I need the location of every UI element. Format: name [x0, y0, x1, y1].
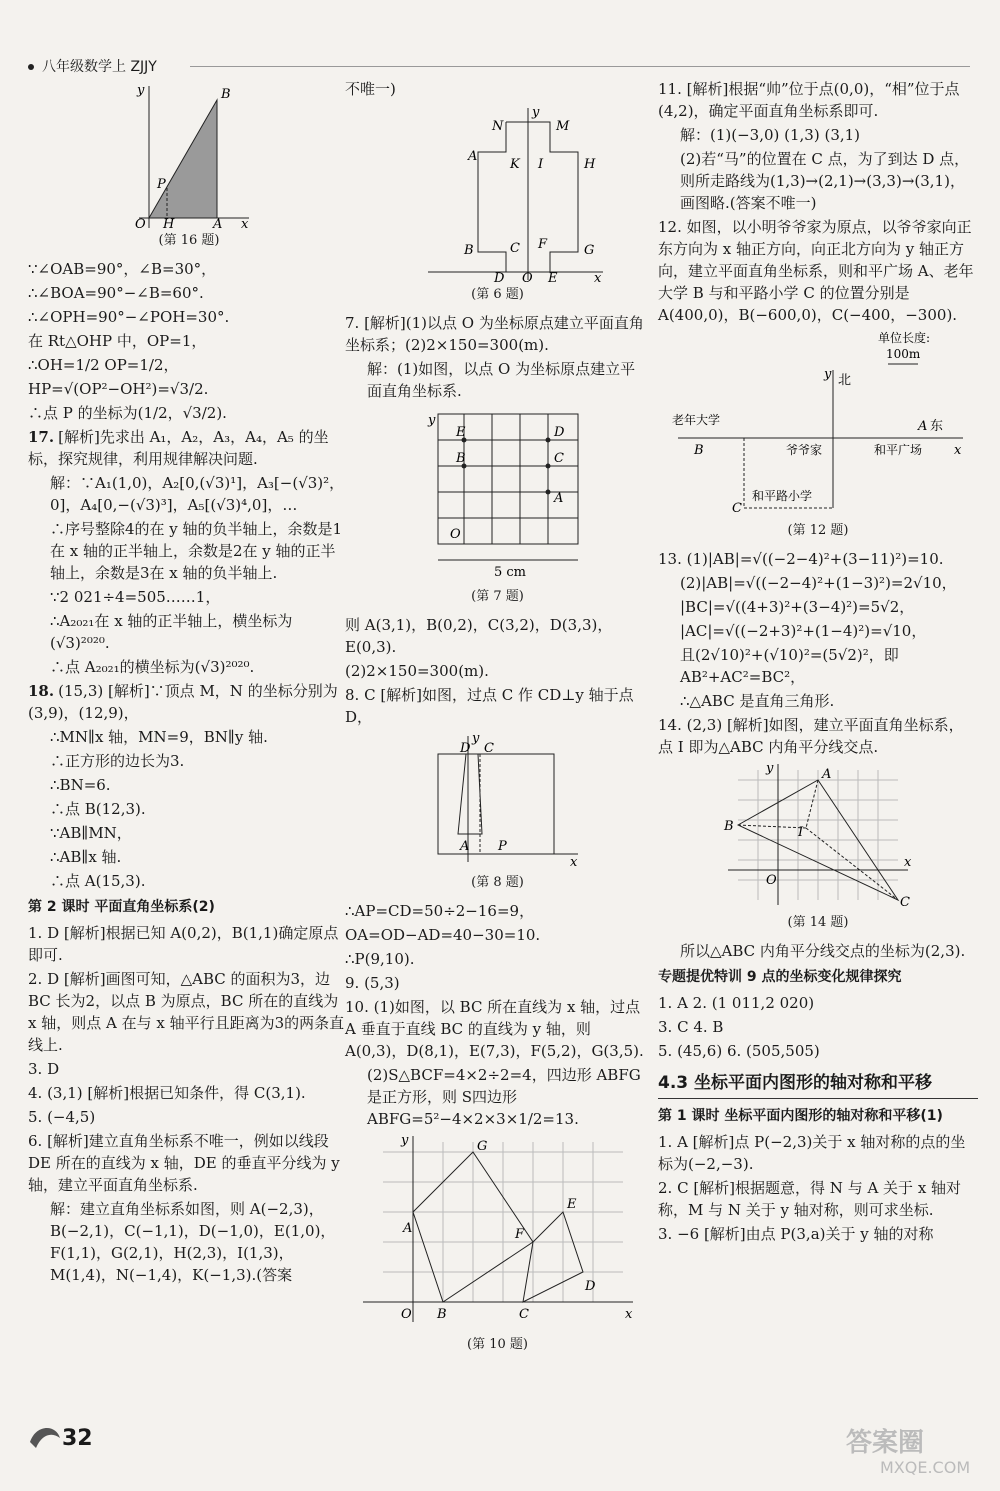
q18-line: ∴AB∥x 轴.: [50, 848, 122, 866]
answer-line: 4. (3,1) [解析]根据已知条件，得 C(3,1).: [28, 1084, 306, 1102]
answer-line: 6. [解析]建立直角坐标系不唯一，例如以线段 DE 所在的直线为 x 轴，DE 的垂直平分线为 y 轴，建立平面直角坐标系.: [28, 1132, 340, 1194]
special-line: 1. A 2. (1 011,2 020): [658, 994, 815, 1012]
q18-line: ∴正方形的边长为3.: [50, 752, 185, 770]
svg-text:D: D: [553, 425, 564, 440]
q13-line: |BC|=√((4+3)²+(3−4)²)=5√2，: [680, 598, 915, 616]
svg-text:x: x: [241, 217, 249, 228]
q8-line: ∴AP=CD=50÷2−16=9，: [345, 902, 535, 920]
svg-text:B: B: [694, 443, 704, 458]
svg-text:M: M: [555, 119, 569, 134]
svg-text:x: x: [593, 271, 601, 282]
svg-text:P: P: [497, 839, 507, 854]
svg-text:C: C: [518, 1307, 529, 1322]
east-label: 东: [930, 419, 944, 434]
q11-line: (2)若“马”的位置在 C 点，为了到达 D 点，则所走路线为(1,3)→(2,1)→(3,3)→(3,1)，画图略.(答案不唯一): [680, 150, 970, 212]
q18-line: ∴点 A(15,3).: [50, 872, 146, 890]
figure-10: [353, 1132, 643, 1332]
svg-text:B: B: [455, 451, 466, 466]
north-label: 北: [838, 373, 852, 388]
q8-line: 8. C [解析]如图，过点 C 作 CD⊥y 轴于点 D，: [345, 686, 634, 726]
svg-text:C: C: [553, 451, 564, 466]
figure-16: [119, 78, 259, 228]
svg-text:E: E: [547, 271, 557, 282]
svg-text:E: E: [455, 425, 465, 440]
q8-line: ∴P(9,10).: [345, 950, 415, 968]
answer-line: 3. −6 [解析]由点 P(3,a)关于 y 轴的对称: [658, 1225, 934, 1243]
answer-line: 2. D [解析]画图可知，△ABC 的面积为3，边 BC 长为2，以点 B 为原点，BC 所在的直线为 x 轴，则点 A 在与 x 轴平行且距离为3的两条直线上.: [28, 970, 345, 1054]
q18-line: (15,3) [解析]∵顶点 M，N 的坐标分别为(3,9)，(12,9)，: [28, 682, 338, 722]
q18-line: ∵AB∥MN，: [50, 824, 132, 842]
svg-text:H: H: [583, 157, 595, 172]
svg-text:N: N: [491, 119, 503, 134]
svg-text:y: y: [531, 105, 539, 120]
fig14-caption: (第 14 题): [787, 915, 849, 930]
svg-text:x: x: [624, 1307, 632, 1322]
continued-text: 不唯一): [345, 80, 396, 98]
q16-line: ∴OH=1/2 OP=1/2，: [28, 356, 179, 374]
svg-text:C: C: [483, 741, 494, 756]
q7-line: 解：(1)如图，以点 O 为坐标原点建立平面直角坐标系.: [367, 360, 636, 400]
q17-number: 17.: [28, 428, 55, 446]
q16-line: ∵∠OAB=90°，∠B=30°，: [28, 260, 217, 278]
svg-text:x: x: [954, 443, 962, 458]
q13-line: ∴△ABC 是直角三角形.: [680, 692, 835, 710]
svg-text:B: B: [436, 1307, 447, 1322]
q16-line: 在 Rt△OHP 中，OP=1，: [28, 332, 207, 350]
svg-text:C: C: [509, 241, 520, 256]
q17-line: ∴序号整除4的在 y 轴的负半轴上，余数是1在 x 轴的正半轴上，余数是2在 y 轴的正半轴上，余数是3在 x 轴的负半轴上.: [50, 520, 343, 582]
svg-text:A: A: [467, 149, 477, 164]
svg-text:F: F: [514, 1227, 524, 1242]
svg-text:y: y: [824, 367, 832, 382]
svg-text:A: A: [822, 767, 832, 782]
fig7-width-label: 5 cm: [493, 565, 526, 580]
column-3: [658, 78, 978, 1247]
svg-text:O: O: [400, 1307, 412, 1322]
fig6-caption: (第 6 题): [471, 287, 524, 302]
school-label: 和平路小学: [752, 489, 813, 503]
fig16-caption: (第 16 题): [158, 233, 220, 248]
q13-line: |AC|=√((−2+3)²+(1−4)²)=√10，: [680, 622, 927, 640]
svg-text:A: A: [918, 419, 928, 434]
q14-line: 14. (2,3) [解析]如图，建立平面直角坐标系，点 I 即为△ABC 内角平分线交点.: [658, 716, 964, 756]
lesson-title: 第 1 课时 坐标平面内图形的轴对称和平移(1): [658, 1108, 943, 1124]
svg-text:x: x: [904, 855, 912, 870]
bullet-icon: [28, 64, 34, 70]
q10-line: (2)S△BCF=4×2÷2=4，四边形 ABFG 是正方形，则 S四边形ABFG=5²−4×2×3×1/2=13.: [367, 1066, 641, 1128]
fig8-caption: (第 8 题): [471, 875, 524, 890]
svg-text:P: P: [157, 177, 166, 192]
unit-value: 100m: [886, 347, 921, 361]
fig10-caption: (第 10 题): [467, 1337, 528, 1352]
q13-line: 且(2√10)²+(√10)²=(5√2)²，即 AB²+AC²=BC²，: [680, 646, 899, 686]
q7-line: (2)2×150=300(m).: [345, 662, 489, 680]
home-label: 爷爷家: [786, 443, 823, 457]
q9-line: 9. (5,3): [345, 974, 400, 992]
figure-14: [718, 760, 918, 910]
q13-line: 13. (1)|AB|=√((−2−4)²+(3−11)²)=10.: [658, 550, 944, 568]
fig12-caption: (第 12 题): [787, 523, 849, 538]
answer-line: 2. C [解析]根据题意，得 N 与 A 关于 x 轴对称，M 与 N 关于 y 轴对称，则可求坐标.: [658, 1179, 962, 1219]
svg-text:O: O: [449, 527, 461, 542]
svg-text:A: A: [402, 1221, 412, 1236]
q13-line: (2)|AB|=√((−2−4)²+(1−3)²)=2√10，: [680, 574, 957, 592]
q14-line: 所以△ABC 内角平分线交点的坐标为(2,3).: [680, 942, 966, 960]
answer-line: 解：建立直角坐标系如图，则 A(−2,3)，B(−2,1)，C(−1,1)，D(−1,0)，E(1,0)，F(1,1)，G(2,1)，H(2,3)，I(1,3)，M(1,4)，N(−1,4)，K(−1,3).(答案: [50, 1200, 336, 1284]
svg-text:O: O: [521, 271, 533, 282]
answer-line: 5. (−4,5): [28, 1108, 96, 1126]
chapter-title: 4.3 坐标平面内图形的轴对称和平移: [658, 1072, 978, 1099]
q16-line: ∴∠BOA=90°−∠B=60°.: [28, 284, 204, 302]
svg-text:H: H: [163, 217, 175, 228]
q16-line: HP=√(OP²−OH²)=√3/2.: [28, 380, 209, 398]
answer-line: 1. D [解析]根据已知 A(0,2)，B(1,1)确定原点即可.: [28, 924, 339, 964]
svg-text:D: D: [584, 1279, 595, 1294]
svg-text:I: I: [798, 825, 804, 840]
q7-line: 则 A(3,1)，B(0,2)，C(3,2)，D(3,3)，E(0,3).: [345, 616, 613, 656]
svg-text:B: B: [724, 819, 734, 834]
special-title: 专题提优特训 9 点的坐标变化规律探究: [658, 969, 902, 985]
svg-text:C: C: [900, 895, 910, 910]
q10-line: 10. (1)如图，以 BC 所在直线为 x 轴，过点 A 垂直于直线 BC 的直线为 y 轴，则 A(0,3)，D(8,1)，E(7,3)，F(5,2)，G(3,5).: [345, 998, 644, 1060]
svg-text:G: G: [476, 1139, 487, 1154]
svg-text:E: E: [566, 1197, 576, 1212]
svg-text:B: B: [463, 243, 474, 258]
q18-line: ∴MN∥x 轴，MN=9，BN∥y 轴.: [50, 728, 268, 746]
q17-line: [解析]先求出 A₁，A₂，A₃，A₄，A₅ 的坐标，探究规律，利用规律解决问题.: [28, 428, 329, 468]
q11-line: 解：(1)(−3,0) (1,3) (3,1): [680, 126, 861, 144]
svg-text:y: y: [471, 731, 479, 746]
svg-text:O: O: [135, 217, 146, 228]
q18-line: ∴点 B(12,3).: [50, 800, 146, 818]
column-2: [345, 78, 650, 1362]
q17-line: ∵2 021÷4=505……1，: [50, 588, 221, 606]
page-number: 32: [62, 1426, 93, 1451]
q11-line: 11. [解析]根据“帅”位于点(0,0)，“相”位于点(4,2)，确定平面直角坐标系即可.: [658, 80, 960, 120]
figure-12: [668, 328, 968, 518]
special-line: 5. (45,6) 6. (505,505): [658, 1042, 820, 1060]
q17-line: 解：∵A₁(1,0)，A₂[0,(√3)¹]，A₃[−(√3)²，0]，A₄[0,−(√3)³]，A₅[(√3)⁴,0]，…: [50, 474, 345, 514]
svg-text:O: O: [766, 873, 777, 888]
q7-line: 7. [解析](1)以点 O 为坐标原点建立平面直角坐标系；(2)2×150=300(m).: [345, 314, 644, 354]
special-line: 3. C 4. B: [658, 1018, 724, 1036]
svg-text:y: y: [766, 761, 774, 776]
header-rule: [190, 66, 970, 67]
svg-text:A: A: [213, 217, 223, 228]
column-1: [28, 78, 350, 1288]
figure-8: [408, 730, 588, 870]
watermark-url: MXQE.COM: [880, 1458, 971, 1477]
answer-line: 1. A [解析]点 P(−2,3)关于 x 轴对称的点的坐标为(−2,−3).: [658, 1133, 966, 1173]
q16-line: ∴∠OPH=90°−∠POH=30°.: [28, 308, 230, 326]
page-header: [28, 56, 157, 76]
section-title: 第 2 课时 平面直角坐标系(2): [28, 899, 215, 915]
svg-text:I: I: [537, 157, 543, 172]
dolphin-logo-icon: [26, 1418, 62, 1454]
q12-line: 12. 如图，以小明爷爷家为原点，以爷爷家向正东方向为 x 轴正方向，向正北方向为 y 轴正方向，建立平面直角坐标系，则和平广场 A、老年大学 B 与和平路小学 C 的位置分别是 A(400,0)，B(−600,0)，C(−400，−300).: [658, 218, 974, 324]
q17-line: ∴点 A₂₀₂₁的横坐标为(√3)²⁰²⁰.: [50, 658, 255, 676]
fig7-caption: (第 7 题): [471, 589, 524, 604]
square-label: 和平广场: [874, 443, 923, 457]
svg-text:A: A: [553, 491, 563, 506]
unit-label: 单位长度:: [878, 331, 931, 345]
q16-line: ∴点 P 的坐标为(1/2，√3/2).: [28, 404, 227, 422]
figure-6: [388, 102, 608, 282]
svg-text:G: G: [583, 243, 594, 258]
svg-text:K: K: [509, 157, 520, 172]
svg-text:x: x: [569, 855, 577, 870]
svg-text:A: A: [459, 839, 469, 854]
svg-text:D: D: [493, 271, 504, 282]
q18-number: 18.: [28, 682, 55, 700]
q8-line: OA=OD−AD=40−30=10.: [345, 926, 541, 944]
svg-text:F: F: [537, 237, 547, 252]
q18-line: ∴BN=6.: [50, 776, 111, 794]
answer-line: 3. D: [28, 1060, 60, 1078]
svg-text:y: y: [137, 83, 145, 98]
svg-text:D: D: [459, 741, 470, 756]
watermark-logo: 答案圈: [846, 1428, 925, 1458]
svg-text:y: y: [427, 413, 435, 428]
header-title: 八年级数学上 ZJJY: [42, 59, 157, 75]
q17-line: ∴A₂₀₂₁在 x 轴的正半轴上，横坐标为(√3)²⁰²⁰.: [50, 612, 293, 652]
old-university-label: 老年大学: [672, 413, 721, 427]
svg-text:C: C: [732, 501, 742, 516]
svg-text:B: B: [221, 87, 231, 102]
figure-7: [398, 404, 598, 584]
svg-text:y: y: [400, 1133, 408, 1148]
